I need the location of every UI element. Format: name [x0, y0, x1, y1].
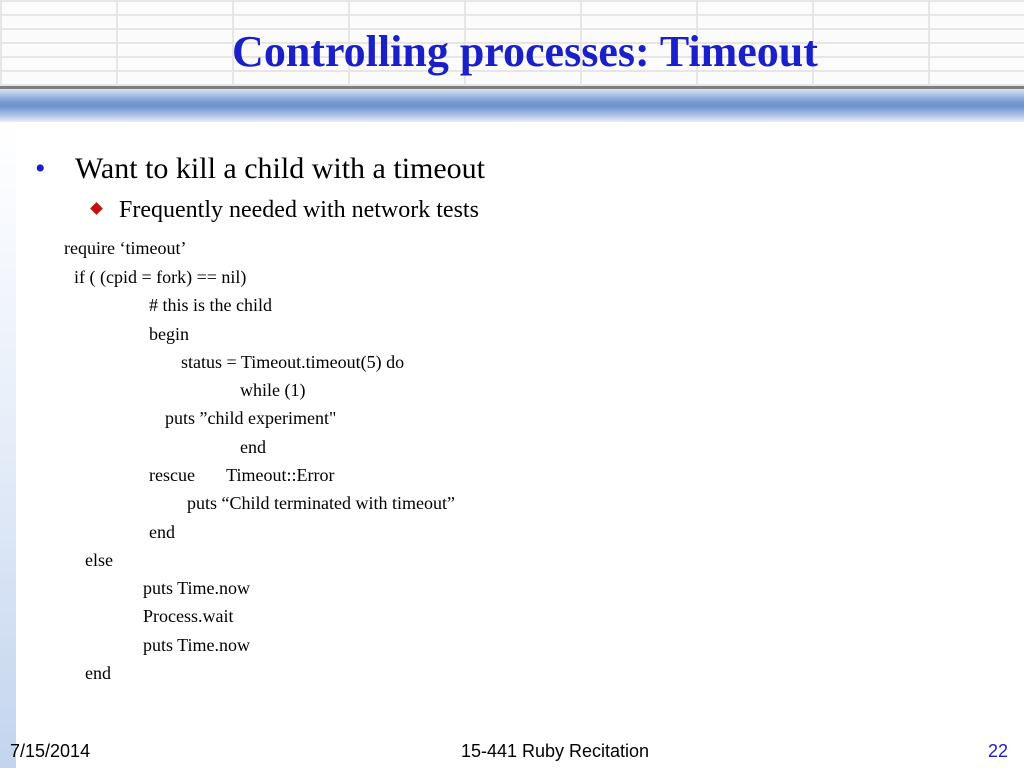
code-line: puts Time.now — [143, 635, 251, 655]
code-line: rescue Timeout::Error — [149, 465, 335, 485]
sub-bullet-text: Frequently needed with network tests — [119, 197, 479, 223]
bullet-dot-icon: • — [35, 152, 46, 185]
code-line: else — [85, 550, 113, 570]
code-line: puts Time.now — [143, 578, 251, 598]
code-line: while (1) — [240, 380, 306, 400]
code-line: status = Timeout.timeout(5) do — [181, 352, 405, 372]
code-line: require ‘timeout’ — [64, 238, 187, 258]
code-line: puts “Child terminated with timeout” — [187, 493, 455, 513]
bullet-text: Want to kill a child with a timeout — [75, 152, 486, 185]
footer-page-number: 22 — [987, 741, 1008, 761]
footer-course: 15-441 Ruby Recitation — [460, 741, 650, 761]
left-gradient-band — [0, 122, 16, 768]
code-line: end — [85, 663, 111, 683]
footer-date: 7/15/2014 — [10, 741, 91, 761]
code-line: puts ”child experiment" — [165, 408, 337, 428]
slide-title: Controlling processes: Timeout — [232, 27, 818, 76]
title-underline-bar — [0, 86, 1024, 122]
code-line: begin — [149, 324, 189, 344]
code-line: end — [149, 522, 175, 542]
code-line: # this is the child — [149, 295, 272, 315]
code-line: Process.wait — [143, 606, 234, 626]
code-line: if ( (cpid = fork) == nil) — [74, 267, 247, 287]
code-line: end — [240, 437, 266, 457]
diamond-bullet-icon — [90, 202, 103, 215]
